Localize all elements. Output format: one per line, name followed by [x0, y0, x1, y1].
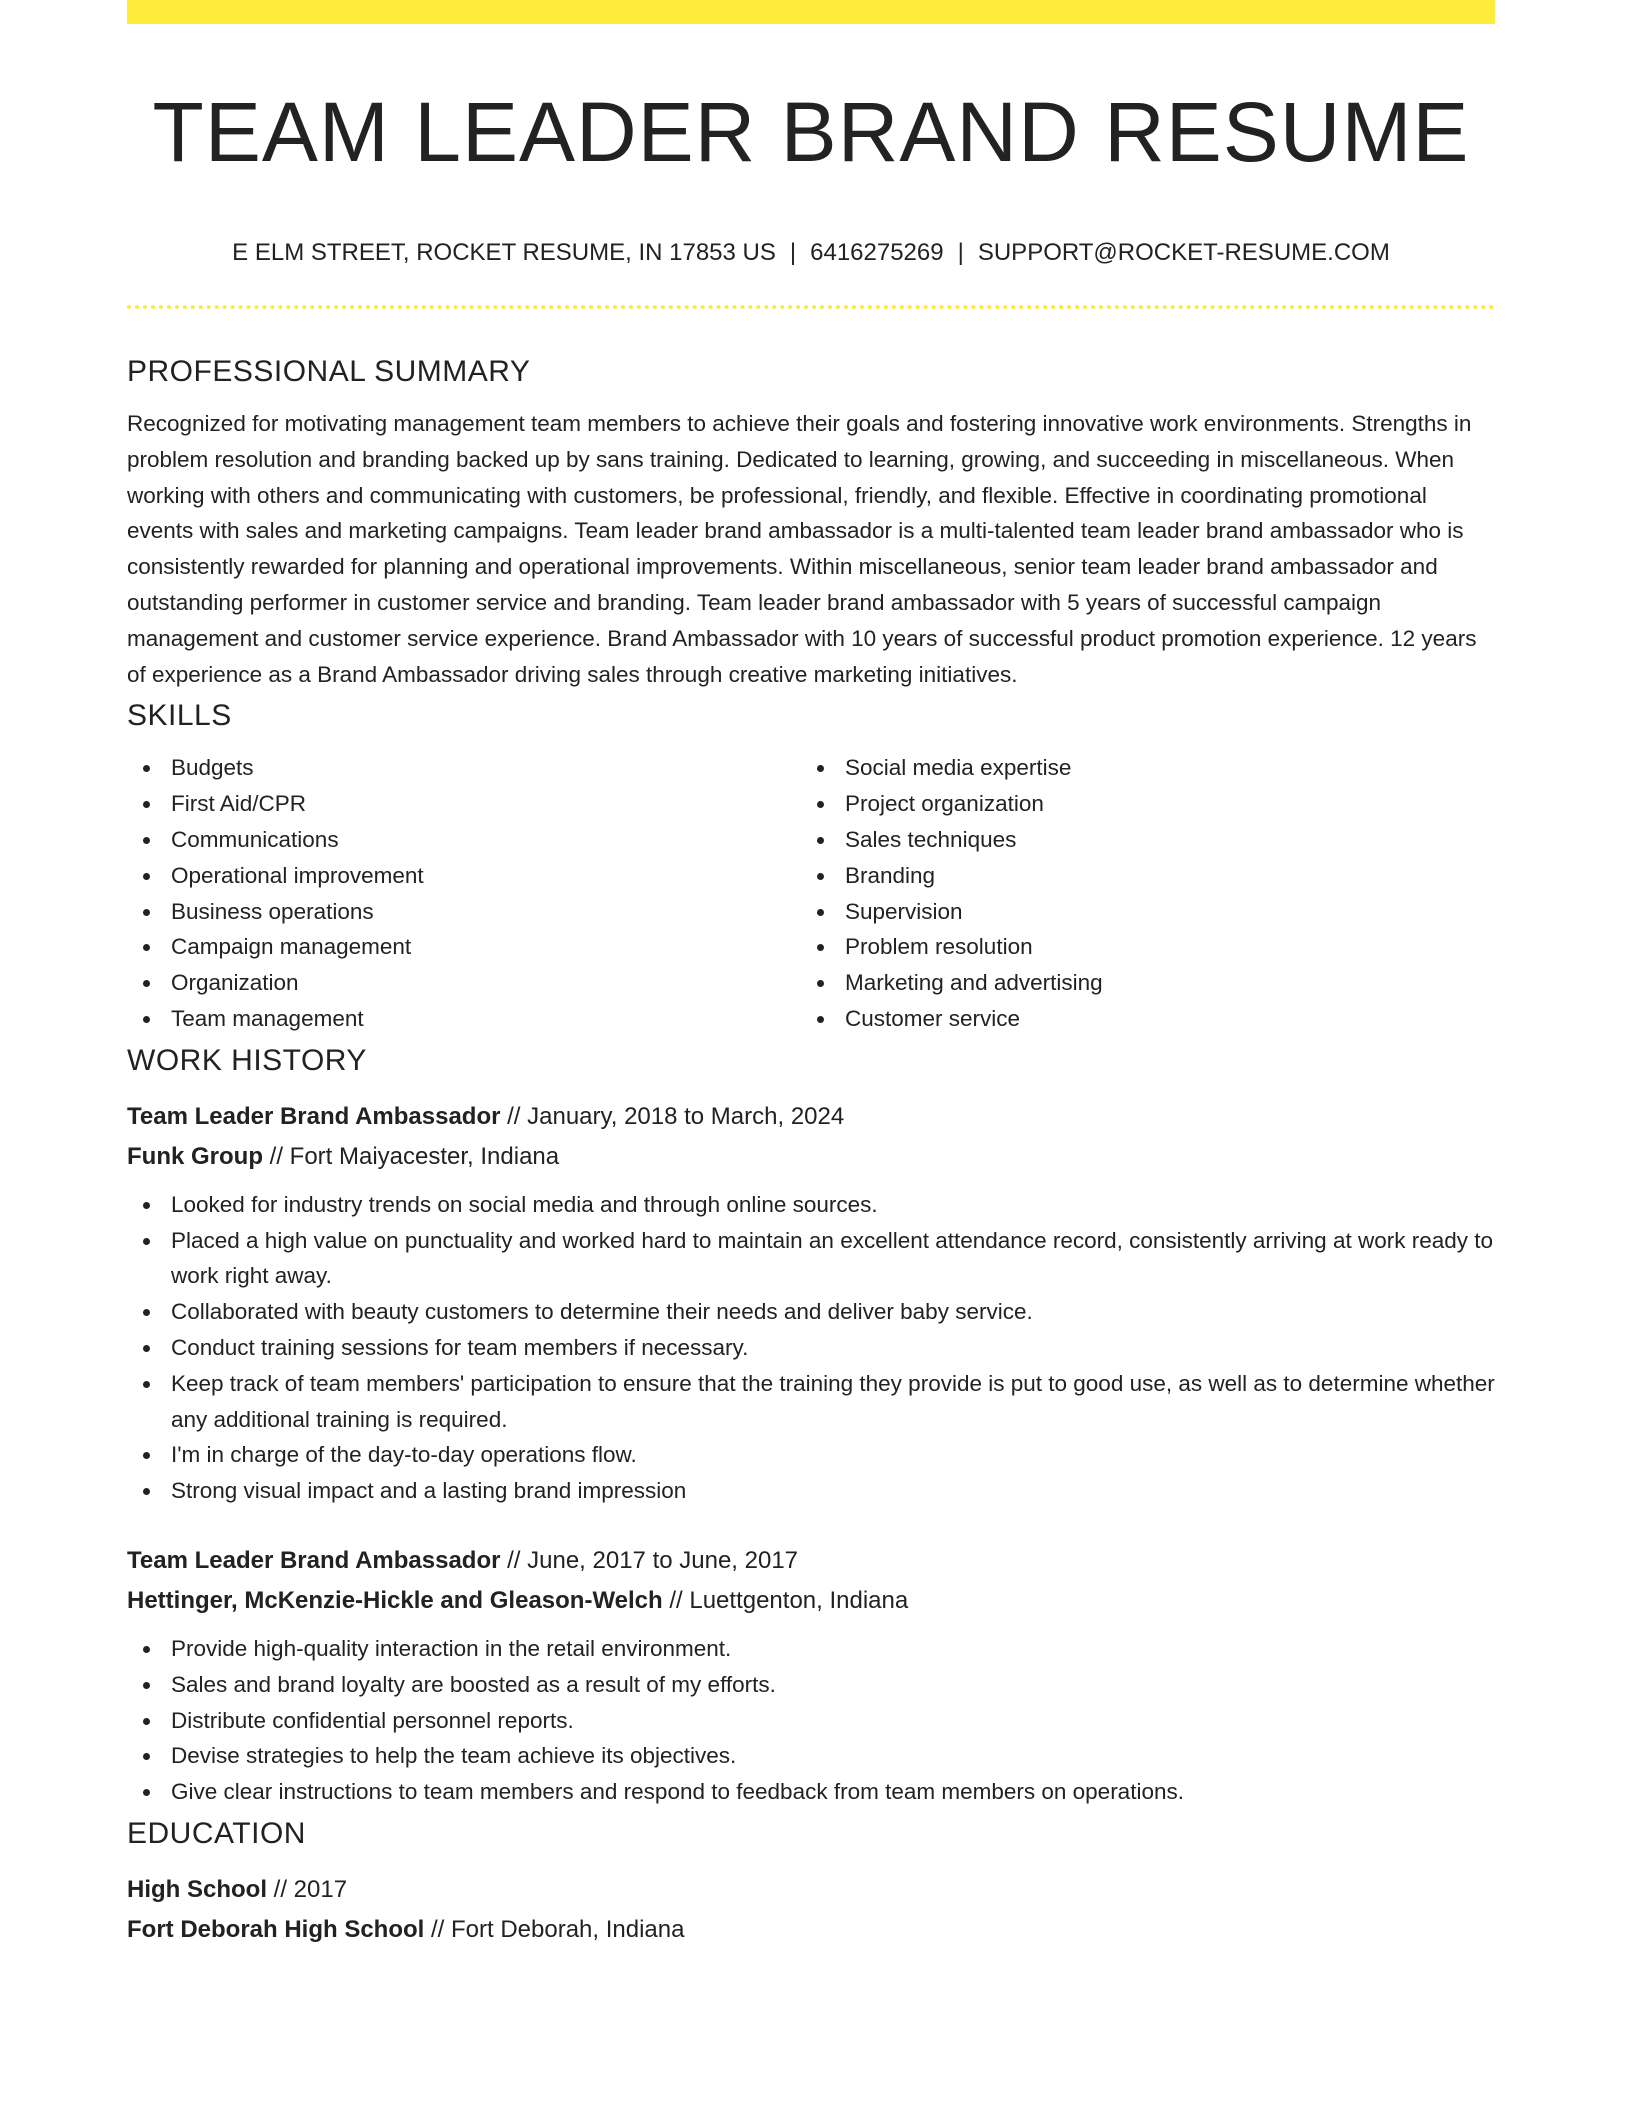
job-location: // Fort Maiyacester, Indiana [262, 1142, 560, 1170]
education-heading: EDUCATION [127, 1816, 306, 1850]
dotted-divider [127, 305, 1495, 309]
contact-separator: | [957, 239, 964, 266]
skill-item: Team management [127, 1001, 801, 1037]
contact-separator: | [789, 239, 797, 266]
skill-item: Social media expertise [801, 750, 1475, 786]
summary-text: Recognized for motivating management team members to achieve their goals and fostering innovative work environments. Strengths in problem resolution and branding backed up by sans training. Dedicated to learning, growing, and succeeding in miscellaneous. When working with others and communicating with customers, be professional, friendly, and flexible. Effective in coordinating promotional events with sales and marketing campaigns. Team leader brand ambassador is a multi-talented team leader brand ambassador who is consistently rewarded for planning and operational improvements. Within miscellaneous, senior team leader brand ambassador and outstanding performer in customer service and branding. Team leader brand ambassador with 5 years of successful campaign management and customer service experience. Brand Ambassador with 10 years of successful product promotion experience. 12 years of experience as a Brand Ambassador driving sales through creative marketing initiatives. [127, 411, 1477, 687]
job-company: Funk Group [127, 1142, 263, 1170]
skill-item: Sales techniques [801, 822, 1475, 858]
skills-column-left [127, 750, 801, 1036]
job-duty: Sales and brand loyalty are boosted as a result of my efforts. [127, 1667, 1495, 1703]
skill-item: Business operations [127, 894, 801, 930]
skill-item: First Aid/CPR [127, 786, 801, 822]
education-school: Fort Deborah High School [127, 1915, 425, 1943]
job-entry [127, 1097, 1495, 1509]
job-duty: Looked for industry trends on social media and through online sources. [127, 1187, 1495, 1223]
skill-item: Communications [127, 822, 801, 858]
job-duty: Devise strategies to help the team achieve its objectives. [127, 1738, 1495, 1774]
skills-heading: SKILLS [127, 699, 232, 733]
job-location: // Luettgenton, Indiana [662, 1586, 909, 1614]
skill-item: Supervision [801, 894, 1475, 930]
job-duties-list [127, 1631, 1495, 1810]
skill-item: Organization [127, 965, 801, 1001]
skills-grid [127, 750, 1495, 1036]
education-year: // 2017 [267, 1875, 348, 1903]
education-degree: High School [127, 1875, 267, 1903]
work-history-heading: WORK HISTORY [127, 1043, 367, 1077]
job-company-line [127, 1137, 1495, 1177]
skill-item: Customer service [801, 1001, 1475, 1037]
skill-item: Marketing and advertising [801, 965, 1475, 1001]
education-school-line [127, 1910, 1495, 1950]
education-degree-line [127, 1870, 1495, 1910]
job-dates: // June, 2017 to June, 2017 [500, 1546, 799, 1574]
job-duty: Placed a high value on punctuality and worked hard to maintain an excellent attendance record, consistently arriving at work ready to work right away. [127, 1223, 1495, 1295]
skill-item: Operational improvement [127, 858, 801, 894]
skill-item: Branding [801, 858, 1475, 894]
skill-item: Project organization [801, 786, 1475, 822]
skill-item: Budgets [127, 750, 801, 786]
skill-item: Campaign management [127, 929, 801, 965]
job-entry [127, 1541, 1495, 1810]
contact-line [127, 236, 1495, 270]
job-duty: Keep track of team members' participation to ensure that the training they provide is put to good use, as well as to determine whether any additional training is required. [127, 1366, 1495, 1438]
job-position: Team Leader Brand Ambassador [127, 1102, 501, 1130]
job-duty: Distribute confidential personnel reports. [127, 1703, 1495, 1739]
job-title-line [127, 1097, 1495, 1137]
job-duty: Strong visual impact and a lasting brand impression [127, 1473, 1495, 1509]
job-duty: I'm in charge of the day-to-day operations flow. [127, 1437, 1495, 1473]
education-location: // Fort Deborah, Indiana [424, 1915, 685, 1943]
summary-heading: PROFESSIONAL SUMMARY [127, 355, 531, 388]
contact-email: SUPPORT@ROCKET-RESUME.COM [977, 239, 1390, 266]
job-dates: // January, 2018 to March, 2024 [500, 1102, 845, 1130]
job-duty: Conduct training sessions for team members if necessary. [127, 1330, 1495, 1366]
job-company: Hettinger, McKenzie-Hickle and Gleason-Welch [127, 1586, 663, 1614]
accent-top-bar [127, 0, 1495, 24]
contact-address: E ELM STREET, ROCKET RESUME, IN 17853 US [232, 239, 776, 266]
resume-title: TEAM LEADER BRAND RESUME [152, 85, 1470, 179]
job-company-line [127, 1581, 1495, 1621]
resume-content [127, 348, 1495, 1950]
skills-column-right [801, 750, 1475, 1036]
job-duty: Collaborated with beauty customers to determine their needs and deliver baby service. [127, 1294, 1495, 1330]
skill-item: Problem resolution [801, 929, 1475, 965]
job-duty: Provide high-quality interaction in the retail environment. [127, 1631, 1495, 1667]
education-entry [127, 1870, 1495, 1950]
job-duty: Give clear instructions to team members and respond to feedback from team members on operations. [127, 1774, 1495, 1810]
job-position: Team Leader Brand Ambassador [127, 1546, 501, 1574]
job-title-line [127, 1541, 1495, 1581]
contact-phone: 6416275269 [810, 239, 944, 266]
job-duties-list [127, 1187, 1495, 1509]
